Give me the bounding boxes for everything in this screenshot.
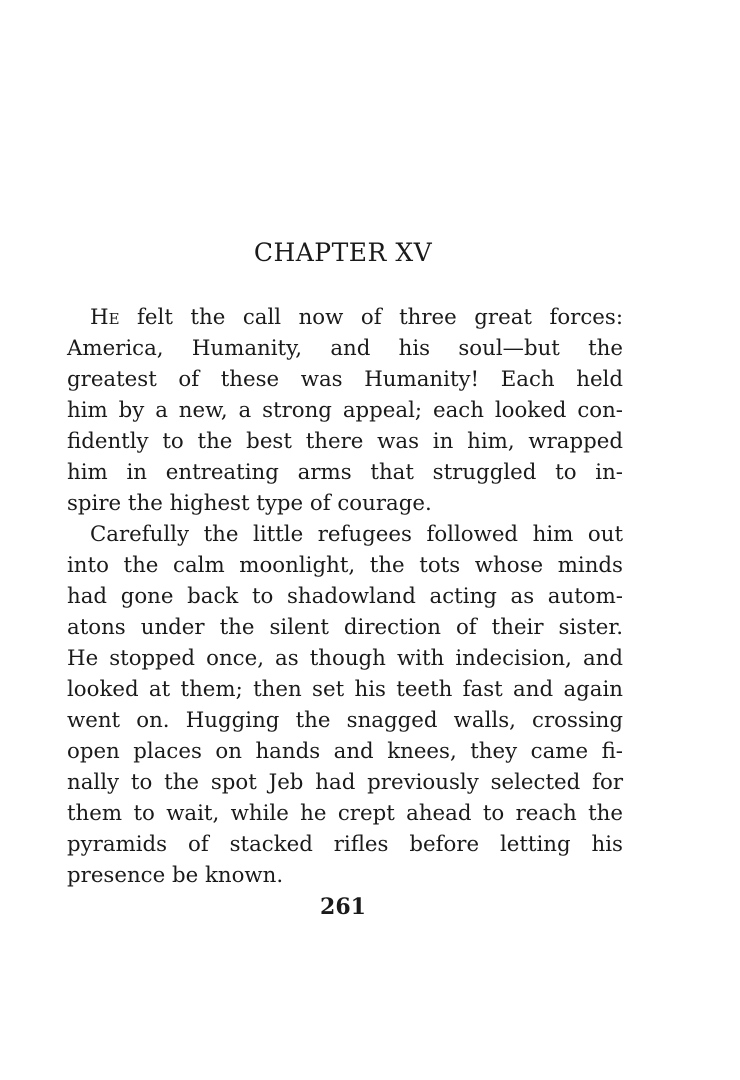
- text-line: pyramids of stacked rifles before letting his: [67, 832, 623, 857]
- body-text: [67, 302, 623, 891]
- text-line: spire the highest type of courage.: [67, 491, 432, 516]
- chapter-title: CHAPTER XV: [253, 238, 433, 267]
- text-line: presence be known.: [67, 863, 284, 888]
- text-line: atons under the silent direction of their sister.: [67, 615, 623, 640]
- paragraph: [67, 519, 623, 891]
- text-line: Carefully the little refugees followed him out: [90, 522, 623, 547]
- text-line: He felt the call now of three great forces:: [90, 305, 623, 330]
- text-line: greatest of these was Humanity! Each held: [67, 367, 623, 392]
- lead-word: He: [90, 305, 120, 330]
- page-number: 261: [320, 894, 366, 920]
- text-line: He stopped once, as though with indecision, and: [67, 646, 623, 671]
- text-line: America, Humanity, and his soul—but the: [67, 336, 623, 361]
- text-line: into the calm moonlight, the tots whose minds: [67, 553, 623, 578]
- text-line: him in entreating arms that struggled to in-: [67, 460, 623, 485]
- text-line: nally to the spot Jeb had previously selected for: [67, 770, 623, 795]
- text-line: him by a new, a strong appeal; each looked con-: [67, 398, 623, 423]
- text-line: fidently to the best there was in him, wrapped: [67, 429, 623, 454]
- text-line: had gone back to shadowland acting as autom-: [67, 584, 623, 609]
- text-line: them to wait, while he crept ahead to reach the: [67, 801, 623, 826]
- text-line: open places on hands and knees, they came fi-: [67, 739, 623, 764]
- text-line: looked at them; then set his teeth fast and again: [67, 677, 623, 702]
- paragraph: [67, 302, 623, 519]
- text-line: went on. Hugging the snagged walls, crossing: [67, 708, 623, 733]
